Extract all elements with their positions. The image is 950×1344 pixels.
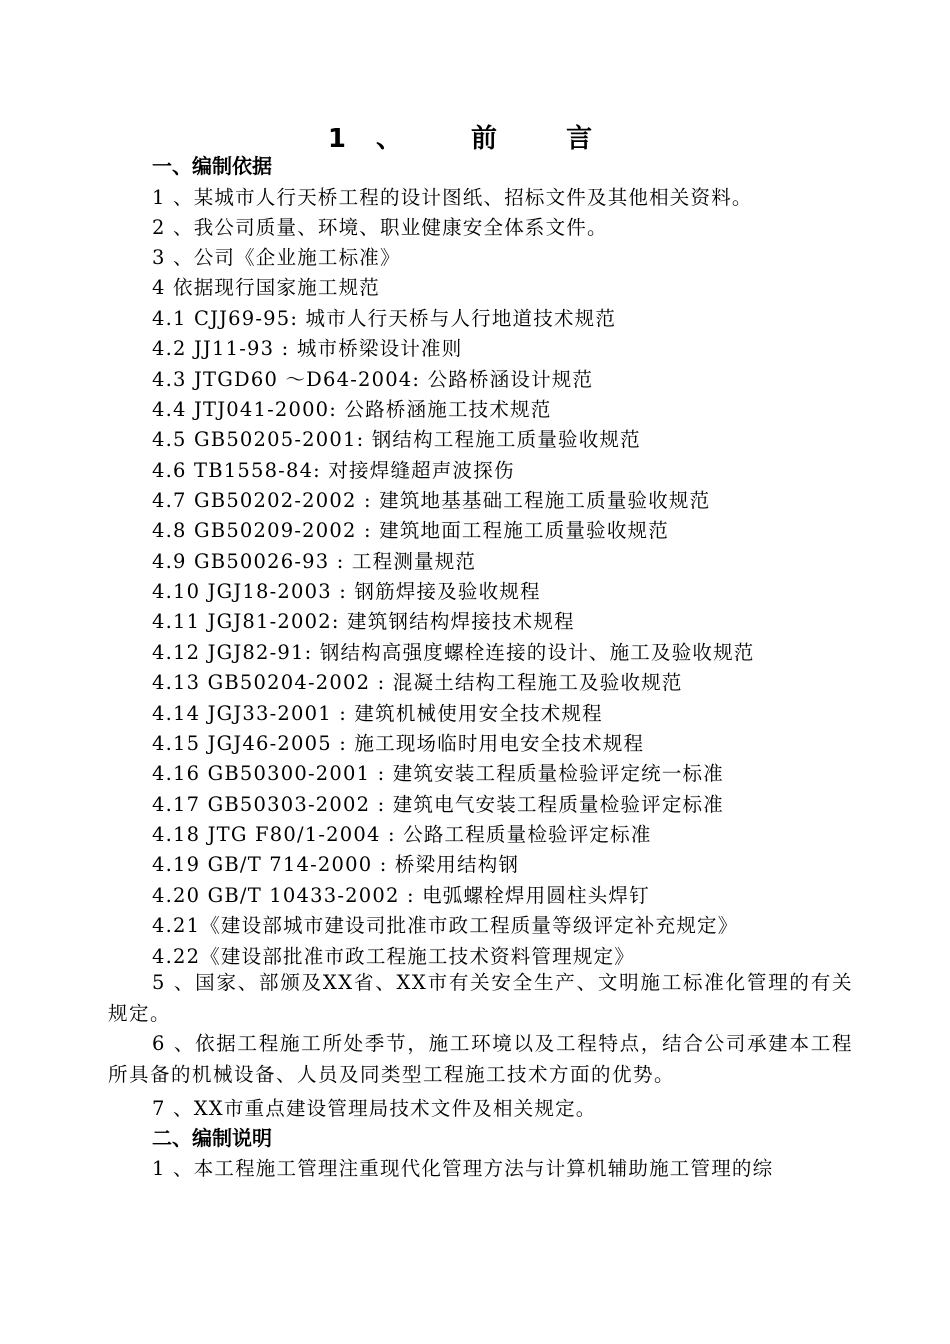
list-item: 2 、我公司质量、环境、职业健康安全体系文件。 <box>152 216 608 239</box>
list-item: 4 依据现行国家施工规范 <box>152 276 381 299</box>
paragraph-item-6: 6 、依据工程施工所处季节，施工环境以及工程特点，结合公司承建本工程所具备的机械设备、人员及同类型工程施工技术方面的优势。 <box>108 1032 853 1086</box>
list-item: 4.1 CJJ69-95: 城市人行天桥与人行地道技术规范 <box>152 307 617 330</box>
list-item: 4.20 GB/T 10433-2002 : 电弧螺栓焊用圆柱头焊钉 <box>152 884 650 907</box>
list-item: 4.8 GB50209-2002 : 建筑地面工程施工质量验收规范 <box>152 519 669 542</box>
page-title: 1、 前 言 <box>327 124 623 154</box>
list-item: 4.15 JGJ46-2005 : 施工现场临时用电安全技术规程 <box>152 732 645 755</box>
list-item-7: 7 、XX市重点建设管理局技术文件及相关规定。 <box>152 1097 597 1120</box>
list-item: 1 、某城市人行天桥工程的设计图纸、招标文件及其他相关资料。 <box>152 186 753 209</box>
list-item: 4.17 GB50303-2002 : 建筑电气安装工程质量检验评定标准 <box>152 793 724 816</box>
paragraph-item-5: 5 、国家、部颁及XX省、XX市有关安全生产、文明施工标准化管理的有关规定。 <box>108 971 853 1025</box>
list-item: 4.6 TB1558-84: 对接焊缝超声波探伤 <box>152 459 515 482</box>
section-heading-basis: 一、编制依据 <box>152 154 272 178</box>
list-item: 4.12 JGJ82-91: 钢结构高强度螺栓连接的设计、施工及验收规范 <box>152 641 755 664</box>
list-item: 4.18 JTG F80/1-2004 : 公路工程质量检验评定标准 <box>152 823 652 846</box>
list-item: 4.9 GB50026-93 : 工程测量规范 <box>152 550 477 573</box>
list-item: 4.7 GB50202-2002 : 建筑地基基础工程施工质量验收规范 <box>152 489 711 512</box>
list-item: 4.5 GB50205-2001: 钢结构工程施工质量验收规范 <box>152 428 641 451</box>
list-item: 4.21《建设部城市建设司批准市政工程质量等级评定补充规定》 <box>152 914 739 937</box>
list-item: 3 、公司《企业施工标准》 <box>152 246 401 269</box>
list-item: 4.22《建设部批准市政工程施工技术资料管理规定》 <box>152 945 635 968</box>
list-item: 4.10 JGJ18-2003 : 钢筋焊接及验收规程 <box>152 580 541 603</box>
section-heading-explanation: 二、编制说明 <box>152 1126 272 1150</box>
list-item: 4.16 GB50300-2001 : 建筑安装工程质量检验评定统一标准 <box>152 762 724 785</box>
list-item: 4.2 JJ11-93 : 城市桥梁设计准则 <box>152 337 463 360</box>
list-item: 1 、本工程施工管理注重现代化管理方法与计算机辅助施工管理的综 <box>152 1157 774 1180</box>
list-item: 4.19 GB/T 714-2000 : 桥梁用结构钢 <box>152 853 520 876</box>
list-item: 4.13 GB50204-2002 : 混凝土结构工程施工及验收规范 <box>152 671 683 694</box>
list-item: 4.11 JGJ81-2002: 建筑钢结构焊接技术规程 <box>152 610 575 633</box>
list-item: 4.4 JTJ041-2000: 公路桥涵施工技术规范 <box>152 398 552 421</box>
list-item: 4.3 JTGD60 ～D64-2004: 公路桥涵设计规范 <box>152 368 594 391</box>
list-item: 4.14 JGJ33-2001 : 建筑机械使用安全技术规程 <box>152 702 603 725</box>
